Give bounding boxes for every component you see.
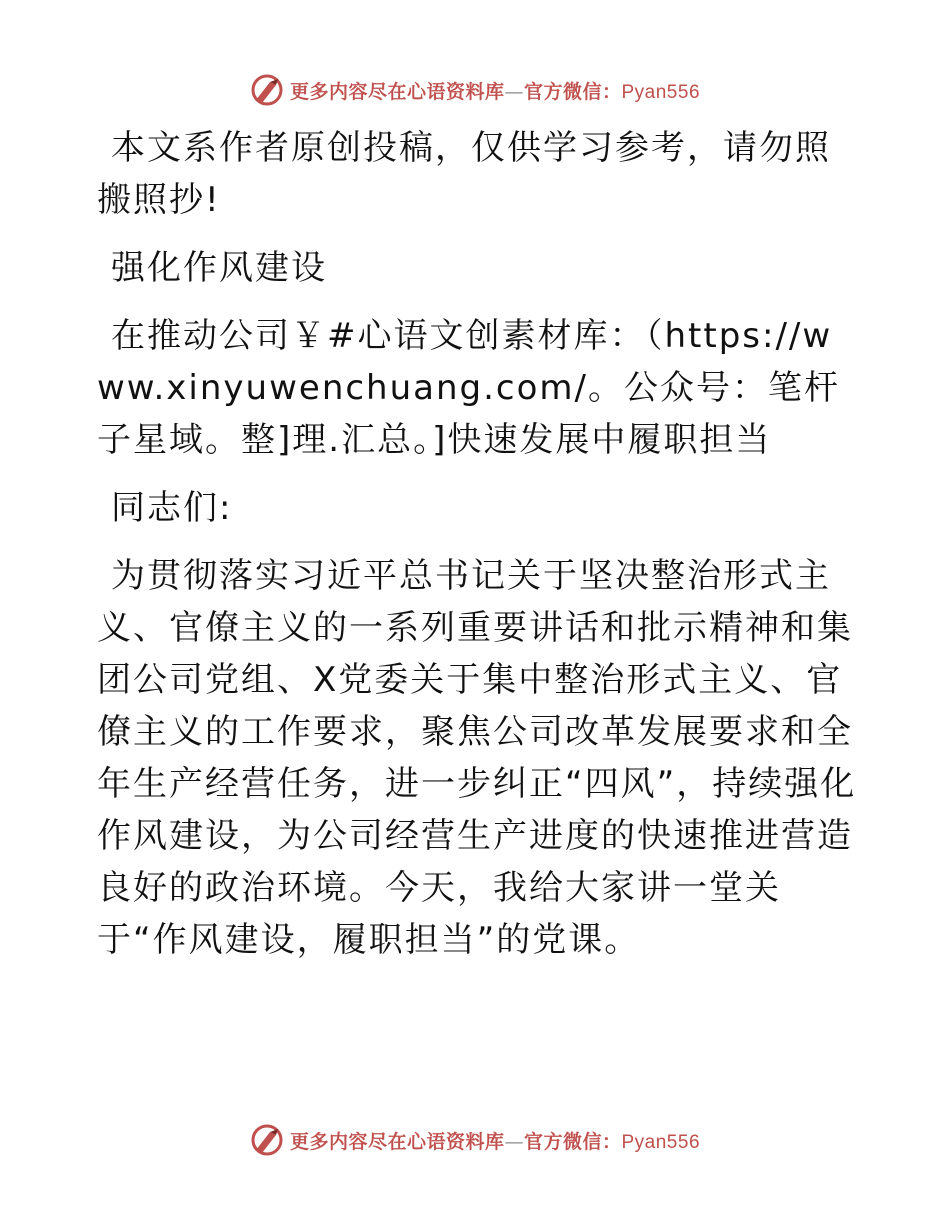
banner-separator: —: [504, 80, 524, 103]
banner-site-text: 更多内容尽在心语资料库: [289, 80, 505, 103]
banner-wechat-id: Pyan556: [621, 81, 701, 103]
banner-site-text: 更多内容尽在心语资料库: [289, 1130, 505, 1153]
pen-logo-icon: [250, 73, 284, 107]
pen-logo-icon: [250, 1123, 284, 1157]
body-paragraph: 为贯彻落实习近平总书记关于坚决整治形式主义、官僚主义的一系列重要讲话和批示精神和集团公司党组、X党委关于集中整治形式主义、官僚主义的工作要求，聚焦公司改革发展要求和全年生产经营任务，进一步纠正“四风”，持续强化作风建设，为公司经营生产进度的快速推进营造良好的政治环境。今天，我给大家讲一堂关于“作风建设，履职担当”的党课。: [97, 556, 857, 960]
document-body: [97, 122, 857, 982]
document-title: 强化作风建设: [111, 248, 327, 288]
banner-wechat-id: Pyan556: [621, 1131, 701, 1153]
header-watermark-banner: [0, 70, 950, 110]
banner-text: [290, 1127, 700, 1154]
banner-separator: —: [504, 1130, 524, 1153]
banner-official-label: 官方微信：: [523, 80, 622, 103]
banner-text: [290, 77, 700, 104]
salutation: 同志们:: [111, 488, 233, 528]
subtitle-paragraph: 在推动公司￥#心语文创素材库：（https://www.xinyuwenchuang.com/。公众号：笔杆子星域。整]理.汇总。]快速发展中履职担当: [97, 316, 840, 460]
footer-watermark-banner: [0, 1120, 950, 1160]
banner-official-label: 官方微信：: [523, 1130, 622, 1153]
copyright-notice: 本文系作者原创投稿，仅供学习参考，请勿照搬照抄!: [97, 128, 831, 220]
